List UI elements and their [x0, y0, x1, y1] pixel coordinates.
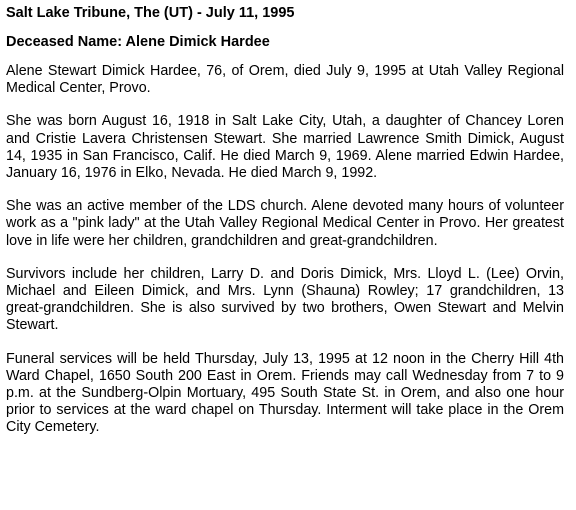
- obituary-paragraph-survivors: Survivors include her children, Larry D. and Doris Dimick, Mrs. Lloyd L. (Lee) Orvin, Michael and Eileen Dimick, and Mrs. Lynn (Shauna) Rowley; 17 grandchildren, 13 great-grandchildren. She is also survived by two brothers, Owen Stewart and Melvin Stewart.: [6, 265, 564, 334]
- obituary-document: [6, 5, 564, 453]
- obituary-paragraph-death: Alene Stewart Dimick Hardee, 76, of Orem, died July 9, 1995 at Utah Valley Regional Medical Center, Provo.: [6, 63, 564, 97]
- source-line: Salt Lake Tribune, The (UT) - July 11, 1995: [6, 5, 295, 21]
- obituary-paragraph-church-service: She was an active member of the LDS church. Alene devoted many hours of volunteer work as a "pink lady" at the Utah Valley Regional Medical Center in Provo. Her greatest love in life were her children, grandchildren and great-grandchildren.: [6, 198, 564, 249]
- deceased-name-line: Deceased Name: Alene Dimick Hardee: [6, 34, 270, 50]
- obituary-paragraph-funeral: Funeral services will be held Thursday, July 13, 1995 at 12 noon in the Cherry Hill 4th Ward Chapel, 1650 South 200 East in Orem. Friends may call Wednesday from 7 to 9 p.m. at the Sundberg-Olpin Mortuary, 495 South State St. in Orem, and also one hour prior to services at the ward chapel on Thursday. Interment will take place in the Orem City Cemetery.: [6, 350, 564, 436]
- obituary-paragraph-birth-marriage: She was born August 16, 1918 in Salt Lake City, Utah, a daughter of Chancey Loren and Cristie Lavera Christensen Stewart. She married Lawrence Smith Dimick, August 14, 1935 in San Francisco, Calif. He died March 9, 1969. Alene married Edwin Hardee, January 16, 1976 in Elko, Nevada. He died March 9, 1992.: [6, 113, 564, 182]
